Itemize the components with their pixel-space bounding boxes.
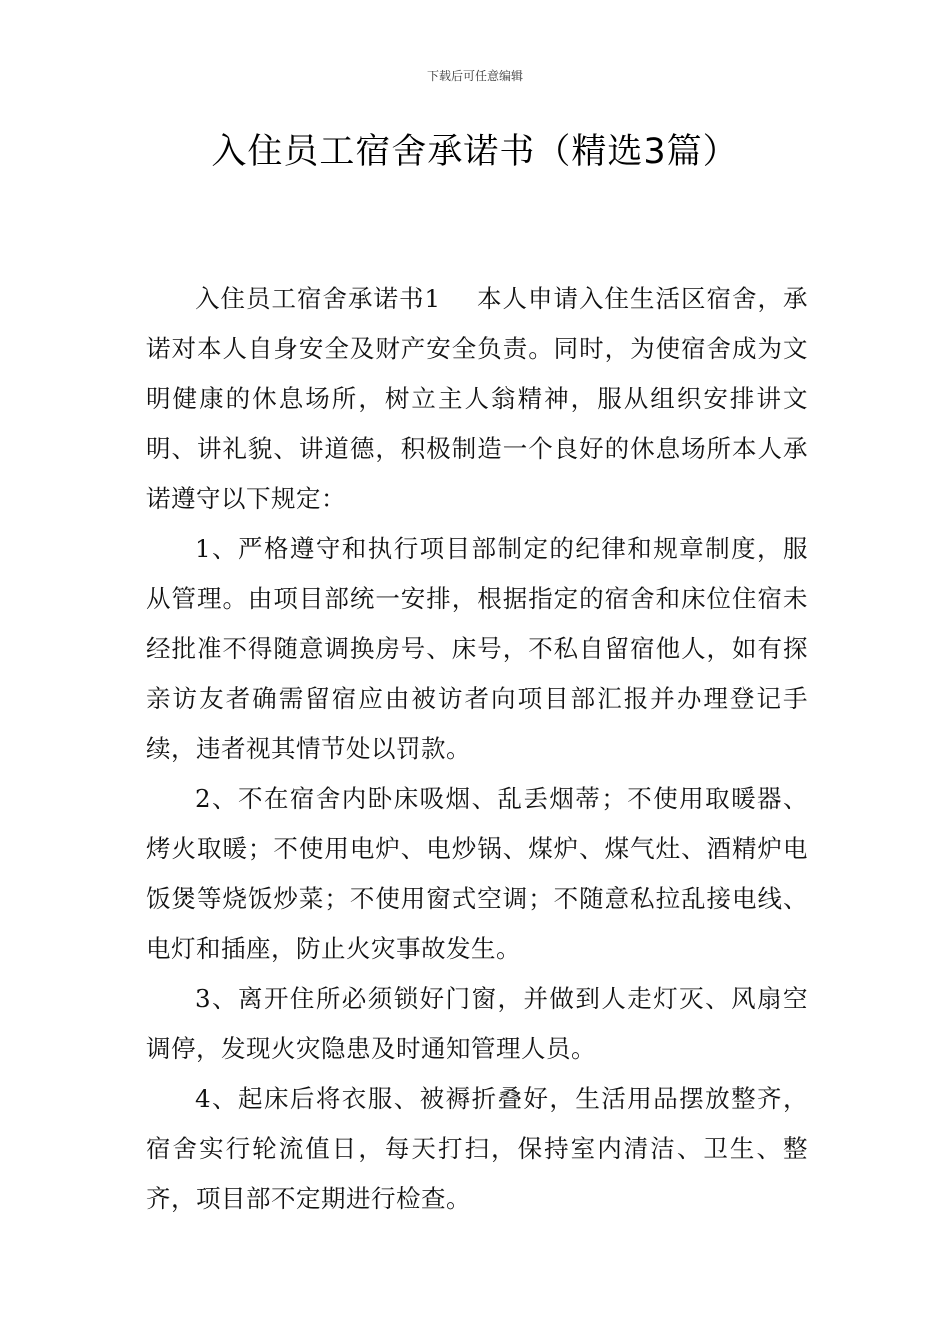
section-label: 入住员工宿舍承诺书1 [195,284,441,313]
rule-paragraph-2: 2、不在宿舍内卧床吸烟、乱丢烟蒂；不使用取暖器、烤火取暖；不使用电炉、电炒锅、煤炉、煤气灶、酒精炉电饭煲等烧饭炒菜；不使用窗式空调；不随意私拉乱接电线、电灯和插座，防止火灾事故发生。 [146,784,808,963]
header-note: 下载后可任意编辑 [426,69,523,83]
document-title: 入住员工宿舍承诺书（精选3篇） [211,132,739,172]
intro-text: 本人申请入住生活区宿舍，承诺对本人自身安全及财产安全负责。同时，为使宿舍成为文明健康的休息场所，树立主人翁精神，服从组织安排讲文明、讲礼貌、讲道德，积极制造一个良好的休息场所本人承诺遵守以下规定： [146,284,809,513]
rule-paragraph-1: 1、严格遵守和执行项目部制定的纪律和规章制度，服从管理。由项目部统一安排，根据指定的宿舍和床位住宿未经批准不得随意调换房号、床号，不私自留宿他人，如有探亲访友者确需留宿应由被访者向项目部汇报并办理登记手续，违者视其情节处以罚款。 [146,534,808,763]
rule-paragraph-3: 3、离开住所必须锁好门窗，并做到人走灯灭、风扇空调停，发现火灾隐患及时通知管理人员。 [146,984,808,1063]
rule-paragraph-4: 4、起床后将衣服、被褥折叠好，生活用品摆放整齐，宿舍实行轮流值日，每天打扫，保持室内清洁、卫生、整齐，项目部不定期进行检查。 [146,1084,808,1213]
document-body [146,274,808,1224]
intro-paragraph [146,274,808,524]
